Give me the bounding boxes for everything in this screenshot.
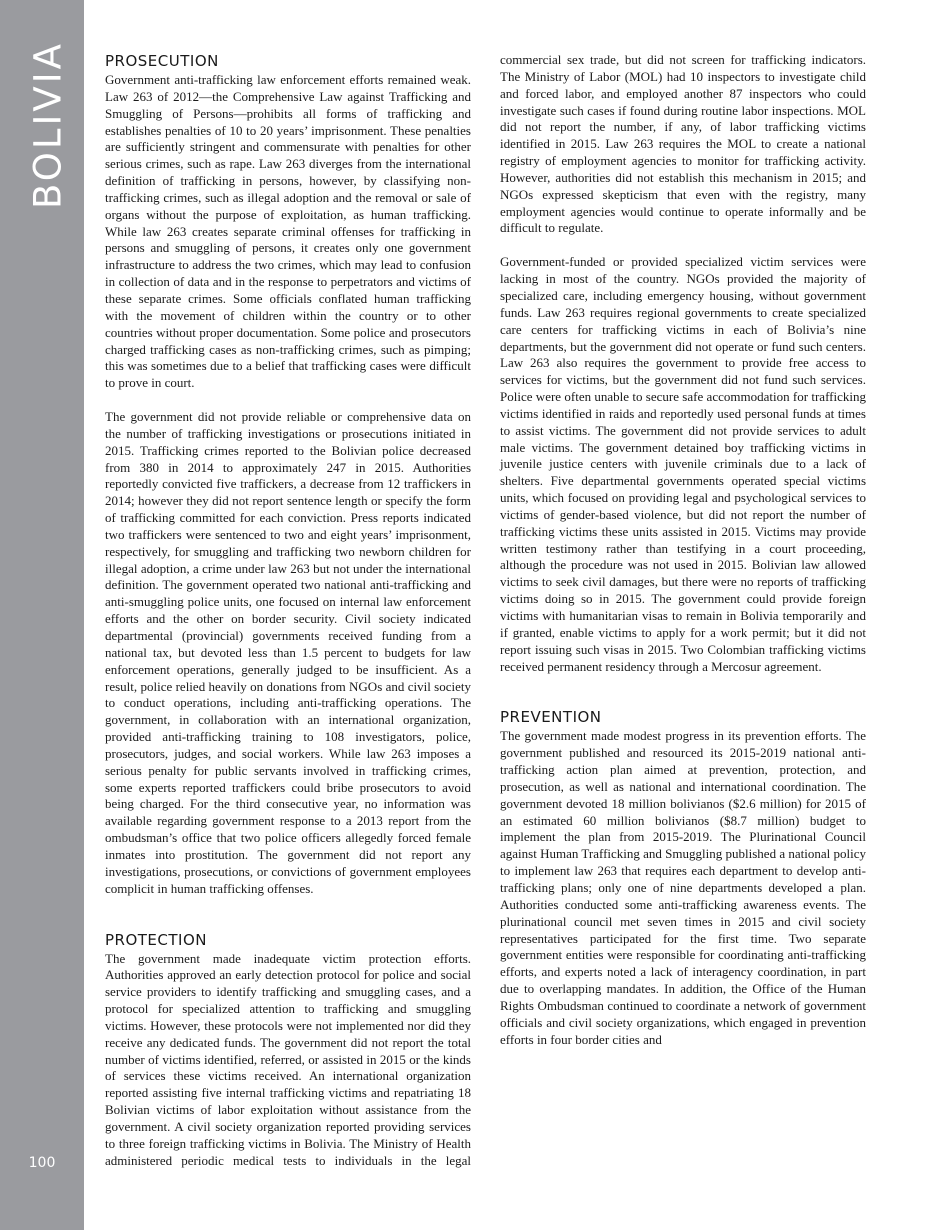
protection-paragraph-2: Government-funded or provided specialized victim services were lacking in most of the country. NGOs provided the majority of specialized care, including emergency housing, without government funds. Law 263 requires regional governments to create specialized care centers for trafficking victims in each of Bolivia’s nine departments, but the government did not operate or fund such centers. Law 263 also requires the government to provide free access to services for victims, but the government did not fund such services. Police were often unable to secure safe accommodation for trafficking victims identified in raids and reportedly used personal funds at times to assist victims. The government did not provide services to adult male victims. The government detained boy trafficking victims in juvenile justice centers with juvenile criminals due to a lack of shelters. Five departmental governments operated special victims units, which focused on providing legal and psychological services to victims of gender-based violence, but did not report the number of trafficking victims these units assisted in 2015. Victims may provide written testimony rather than testifying in a court proceeding, although the procedure was not used in 2015. Bolivian law allowed victims to seek civil damages, but there were no reports of trafficking victims doing so in 2015. The government could provide foreign victims with humanitarian visas to remain in Bolivia temporarily and if granted, enable victims to apply for a work permit; but it did not report issuing such visas in 2015. Two Colombian trafficking victims received permanent residency through a Mercosur agreement. <box>500 254 866 674</box>
prosecution-heading: PROSECUTION <box>105 52 219 70</box>
prevention-heading: PREVENTION <box>500 708 602 727</box>
prosecution-paragraph-1: Government anti-trafficking law enforcement efforts remained weak. Law 263 of 2012—the Comprehensive Law against Trafficking and Smuggling of Persons—prohibits all forms of trafficking and establishes penalties of 10 to 20 years’ imprisonment. These penalties are sufficiently stringent and commensurate with penalties for other serious crimes, such as rape. Law 263 diverges from the international definition of trafficking in persons, however, by classifying non-trafficking crimes, such as illegal adoption and the removal or sale of organs without the purpose of exploitation, as human trafficking. While law 263 creates separate criminal offenses for trafficking in persons and smuggling of persons, it creates only one government infrastructure to address the two crimes, which may lead to confusion in collection of data and in the response to perpetrators and victims of these separate crimes. Some officials conflated human trafficking with the movement of children within the country or to other countries without proper documentation. Some police and prosecutors charged trafficking cases as non-trafficking crimes, such as pimping; this was sometimes due to a belief that trafficking cases were difficult to prove in court. <box>105 72 471 391</box>
prevention-paragraph-1: The government made modest progress in its prevention efforts. The government published and resourced its 2015-2019 national anti-trafficking action plan aimed at prevention, protection, and prosecution, as well as national and international coordination. The government devoted 18 million bolivianos ($2.6 million) for 2015 of an estimated 60 million bolivianos ($8.7 million) budget to implement the plan from 2015-2019. The Plurinational Council against Human Trafficking and Smuggling published a national policy to implement law 263 that requires each department to develop anti-trafficking plans; only one of nine departments developed a plan. Authorities conducted some anti-trafficking awareness events. The plurinational council met seven times in 2015 and civil society representatives participated for the first time. Two separate government entities were responsible for coordinating anti-trafficking efforts, and experts noted a lack of interagency coordination, in part due to overlapping mandates. In addition, the Office of the Human Rights Ombudsman continued to coordinate a network of government officials and civil society organizations, which engaged in prevention efforts in four border cities and <box>500 728 866 1047</box>
page-number: 100 <box>28 1155 56 1171</box>
protection-heading: PROTECTION <box>105 930 208 949</box>
country-label: BOLIVIA <box>26 41 70 209</box>
protection-paragraph-1: The government made inadequate victim protection efforts. Authorities approved an early detection protocol for police and social service providers to identify trafficking and smuggling cases, and a protocol for specialized attention to trafficking and smuggling victims. However, these protocols were not implemented nor did they receive any dedicated funds. The government did not report the total number of victims identified, referred, or assisted in 2015 or the kinds of services these victims received. An international organization reported assisting five internal trafficking victims and repatriating 18 Bolivian victims of labor exploitation without assistance from the government. A civil society organization reported providing services to three foreign trafficking victims in Bolivia. The Ministry of Health administered periodic medical tests to individuals in the legal <box>105 950 471 1168</box>
prosecution-paragraph-2: The government did not provide reliable or comprehensive data on the number of trafficking investigations or prosecutions initiated in 2015. Trafficking crimes reported to the Bolivian police decreased from 380 in 2014 to approximately 247 in 2015. Authorities reportedly convicted five traffickers, a decrease from 12 traffickers in 2014; however they did not report sentence length or specify the form of trafficking committed for each conviction. Press reports indicated two traffickers were sentenced to two and eight years’ imprisonment, respectively, for smuggling and trafficking two newborn children for illegal adoption, a crime under law 263 but not under the international definition. The government operated two national anti-trafficking and anti-smuggling police units, one focused on internal law enforcement efforts and the other on border security. Civil society indicated departmental (provincial) governments received funding from a national tax, but devoted less than 1.5 percent to budgets for law enforcement operations, generally judged to be insufficient. As a result, police relied heavily on donations from NGOs and civil society to conduct operations, including anti-trafficking operations. The government, in collaboration with an international organization, provided anti-trafficking training to 108 investigators, police, prosecutors, judges, and social workers. While law 263 imposes a serious penalty for public servants involved in trafficking crimes, some experts reported traffickers could bribe prosecutors to avoid being charged. For the third consecutive year, no information was available regarding government response to a 2013 report from the ombudsman’s office that two police officers allegedly forced female inmates into prostitution. The government did not report any investigations, prosecutions, or convictions of government employees complicit in human trafficking offenses. <box>105 409 471 896</box>
protection-paragraph-1-continued: commercial sex trade, but did not screen for trafficking indicators. The Ministry of Labor (MOL) had 10 inspectors to investigate child and forced labor, and employed another 87 inspectors who could investigate such cases if found during routine labor inspections. MOL did not report the number, if any, of labor trafficking victims identified in 2015. Law 263 requires the MOL to create a national registry of employment agencies to monitor for trafficking activity. However, authorities did not establish this mechanism in 2015; and NGOs expressed skepticism that even with the registry, many employment agencies would continue to operate informally and be difficult to regulate. <box>500 52 866 236</box>
left-column <box>105 52 471 1169</box>
sidebar-band <box>0 0 84 1230</box>
right-column <box>500 52 866 1048</box>
